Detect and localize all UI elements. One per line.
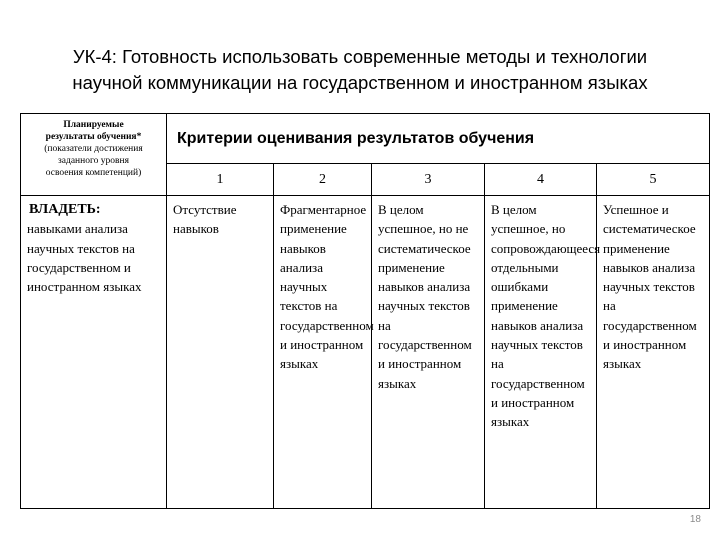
assessment-table [20, 113, 710, 509]
planned-results-header-line-3: (показатели достижения [44, 144, 143, 154]
criteria-header: Критерии оценивания результатов обучения [167, 114, 710, 164]
planned-results-header-line-4: заданного уровня [58, 156, 129, 166]
planned-results-header [21, 114, 167, 196]
skill-heading: ВЛАДЕТЬ: [29, 202, 101, 217]
slide-title-line-2: научной коммуникации на государственном и иностранном языках [72, 72, 648, 93]
skill-cell [21, 196, 167, 509]
skill-description: навыками анализа научных текстов на государственном и иностранном языках [27, 221, 142, 295]
slide-title-line-1: УК-4: Готовность использовать современные методы и технологии [72, 46, 648, 67]
grade-header-2: 2 [274, 164, 372, 196]
planned-results-header-line-1: Планируемые [63, 120, 124, 130]
criterion-cell-2: Фрагментарное применение навыков анализа научных текстов на государственном и иностранном языках [274, 196, 372, 509]
slide-title [20, 44, 700, 96]
page-number: 18 [689, 514, 701, 525]
criterion-cell-4: В целом успешное, но сопровождающееся отдельными ошибками применение навыков анализа научных текстов на государственном и иностранном языках [485, 196, 597, 509]
grade-header-1: 1 [167, 164, 274, 196]
criterion-cell-5: Успешное и систематическое применение навыков анализа научных текстов на государственном и иностранном языках [597, 196, 710, 509]
planned-results-header-line-2: результаты обучения* [45, 132, 142, 142]
criterion-cell-3: В целом успешное, но не систематическое применение навыков анализа научных текстов на государственном и иностранном языках [372, 196, 485, 509]
grade-header-4: 4 [485, 164, 597, 196]
grade-header-5: 5 [597, 164, 710, 196]
grade-header-3: 3 [372, 164, 485, 196]
criterion-cell-1: Отсутствие навыков [167, 196, 274, 509]
planned-results-header-line-5: освоения компетенций) [45, 168, 142, 178]
